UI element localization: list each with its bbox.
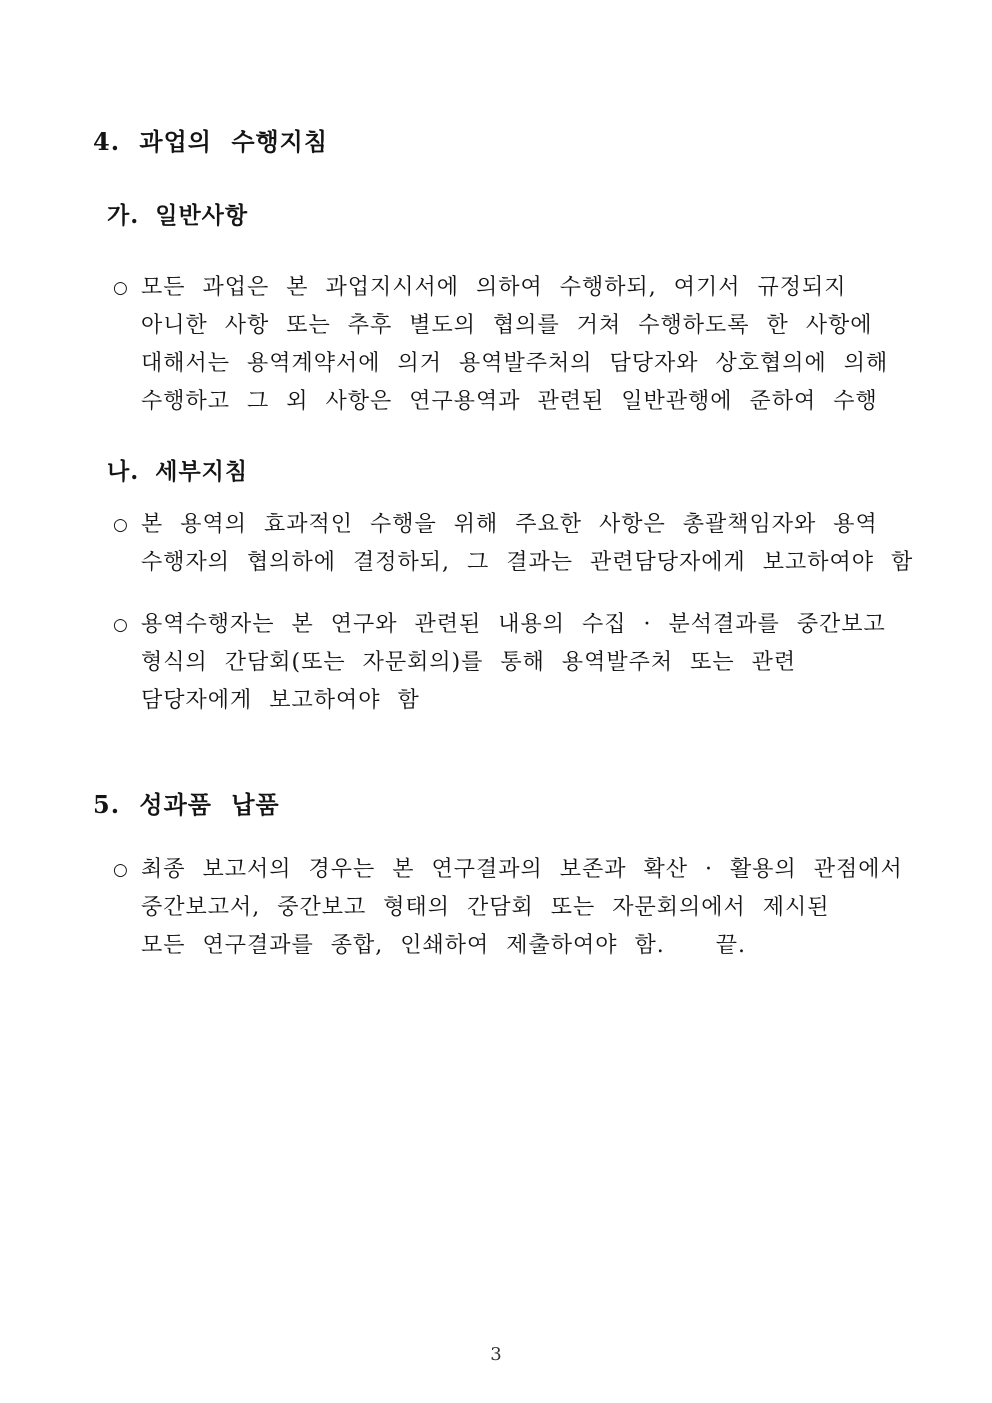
detail-bullet-item-2	[113, 606, 886, 720]
bullet-line: 본 용역의 효과적인 수행을 위해 주요한 사항은 총괄책임자와 용역	[141, 512, 878, 537]
bullet-line: 대해서는 용역계약서에 의거 용역발주처의 담당자와 상호협의에 의해	[141, 351, 889, 376]
circle-bullet-marker: ○	[113, 278, 128, 298]
general-bullet-item	[113, 269, 888, 421]
detail-bullet-item-1	[113, 506, 913, 582]
section-5-heading: 5. 성과품 납품	[93, 790, 280, 819]
bullet-line: 수행하고 그 외 사항은 연구용역과 관련된 일반관행에 준하여 수행	[141, 389, 878, 414]
delivery-bullet-item	[113, 851, 903, 965]
bullet-line: 아니한 사항 또는 추후 별도의 협의를 거쳐 수행하도록 한 사항에	[141, 313, 873, 338]
bullet-line: 용역수행자는 본 연구와 관련된 내용의 수집 · 분석결과를 중간보고	[141, 612, 886, 637]
subsection-na-heading: 나. 세부지침	[107, 458, 249, 485]
page-number: 3	[490, 1344, 502, 1365]
bullet-text	[141, 269, 888, 421]
bullet-line: 모든 과업은 본 과업지시서에 의하여 수행하되, 여기서 규정되지	[141, 275, 847, 300]
circle-bullet-marker: ○	[113, 860, 128, 880]
bullet-line: 중간보고서, 중간보고 형태의 간담회 또는 자문회의에서 제시된	[141, 895, 830, 920]
bullet-line: 모든 연구결과를 종합, 인쇄하여 제출하여야 함. 끝.	[141, 933, 746, 958]
circle-bullet-marker: ○	[113, 515, 128, 535]
section-4-heading: 4. 과업의 수행지침	[93, 127, 329, 156]
bullet-line: 형식의 간담회(또는 자문회의)를 통해 용역발주처 또는 관련	[141, 650, 797, 675]
subsection-ga-heading: 가. 일반사항	[107, 202, 249, 229]
circle-bullet-marker: ○	[113, 615, 128, 635]
bullet-text	[141, 851, 903, 965]
bullet-text	[141, 506, 913, 582]
bullet-line: 담당자에게 보고하여야 함	[141, 688, 420, 713]
bullet-text	[141, 606, 886, 720]
bullet-line: 최종 보고서의 경우는 본 연구결과의 보존과 확산 · 활용의 관점에서	[141, 857, 903, 882]
bullet-line: 수행자의 협의하에 결정하되, 그 결과는 관련담당자에게 보고하여야 함	[141, 550, 914, 575]
